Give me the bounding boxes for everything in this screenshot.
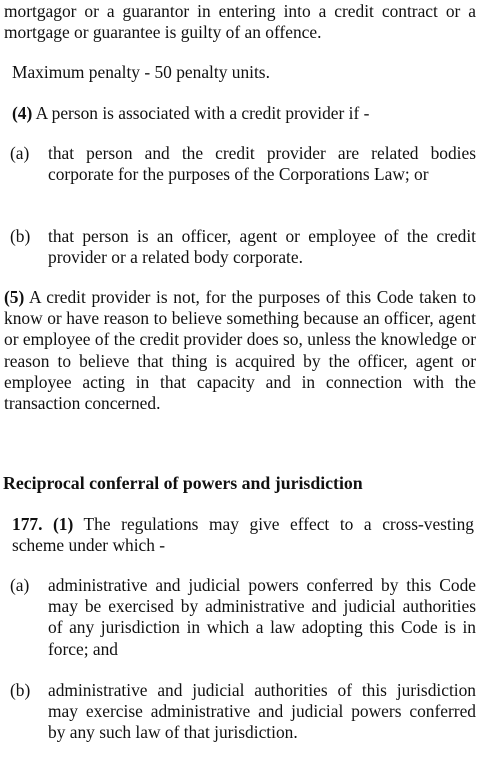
subsection-5-number: (5) — [4, 287, 25, 307]
item-text: administrative and judicial authorities of this jurisdiction may exercise administrative and judicial powers conferred by any such law of that jurisdiction. — [48, 680, 476, 743]
item-text: administrative and judicial powers conferred by this Code may be exercised by administrative and judicial authorities of any jurisdiction in which a law adopting this Code is in force; and — [48, 575, 476, 659]
item-marker: (b) — [10, 680, 31, 700]
subsection-4-number: (4) — [12, 103, 33, 123]
penalty-text: Maximum penalty - 50 penalty units. — [12, 62, 270, 82]
opening-text: mortgagor or a guarantor in entering into a credit contract or a mortgage or guarantee is guilty of an offence. — [4, 1, 476, 43]
subsection-4 — [12, 103, 474, 124]
item-marker: (b) — [10, 226, 31, 246]
section-177-item-a — [10, 575, 476, 661]
section-177-paragraph — [12, 514, 474, 556]
section-177-item-b — [10, 680, 476, 766]
item-text: that person is an officer, agent or employee of the credit provider or a related body corporate. — [48, 226, 476, 268]
subsection-4-text: A person is associated with a credit provider if - — [35, 103, 370, 123]
section-177-number: 177. (1) — [12, 514, 74, 534]
opening-paragraph — [4, 1, 476, 43]
subsection-4-item-a — [10, 143, 476, 207]
item-marker: (a) — [10, 143, 30, 163]
section-heading: Reciprocal conferral of powers and jurisdiction — [3, 473, 363, 493]
subsection-5 — [4, 287, 476, 414]
section-177-text: The regulations may give effect to a cross-vesting scheme under which - — [12, 514, 474, 556]
penalty-paragraph — [12, 62, 474, 83]
item-marker: (a) — [10, 575, 30, 595]
subsection-5-text: A credit provider is not, for the purposes of this Code taken to know or have reason to believe something because an officer, agent or employee of the credit provider does so, unless the knowledge or reason to believe that thing is acquired by the officer, agent or employee acting in that capacity and in connection with the transaction concerned. — [4, 287, 476, 414]
item-text: that person and the credit provider are related bodies corporate for the purposes of the Corporations Law; or — [48, 143, 476, 185]
subsection-4-item-b — [10, 226, 476, 270]
